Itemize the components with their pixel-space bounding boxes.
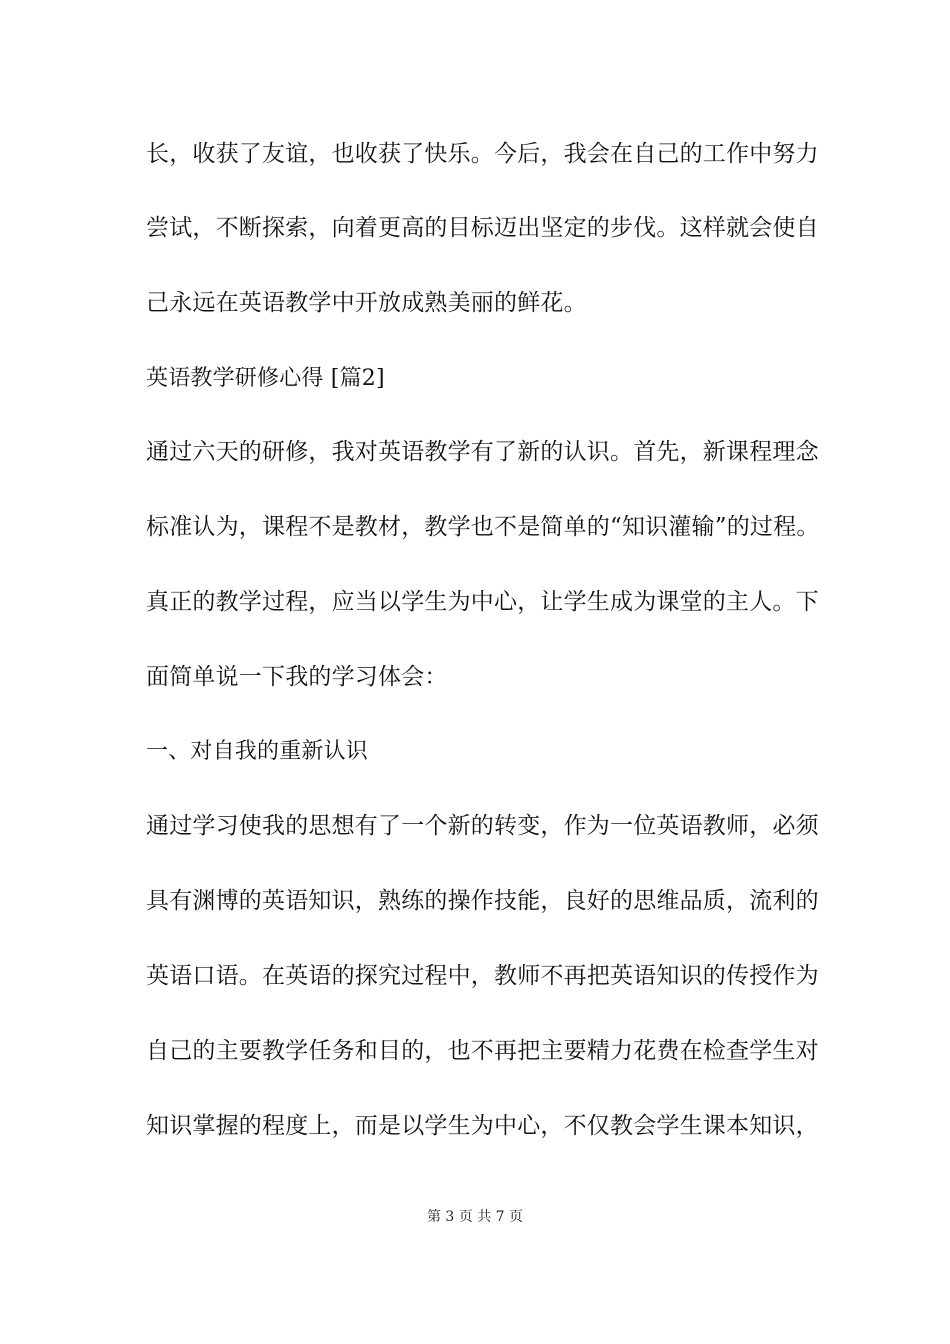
paragraph-line: 通过学习使我的思想有了一个新的转变，作为一位英语教师，必须: [146, 813, 819, 839]
paragraph-line: 面简单说一下我的学习体会：: [146, 664, 448, 690]
paragraph-line: 己永远在英语教学中开放成熟美丽的鲜花。: [146, 290, 587, 316]
section-heading: 英语教学研修心得 [篇2]: [146, 366, 385, 391]
paragraph-line: 具有渊博的英语知识，熟练的操作技能，良好的思维品质，流利的: [146, 888, 819, 914]
paragraph-line: 尝试，不断探索，向着更高的目标迈出坚定的步伐。这样就会使自: [146, 215, 819, 241]
paragraph-line: 标准认为，课程不是教材，教学也不是简单的“知识灌输”的过程。: [146, 514, 820, 540]
paragraph-line: 英语口语。在英语的探究过程中，教师不再把英语知识的传授作为: [146, 963, 819, 989]
paragraph-line: 真正的教学过程，应当以学生为中心，让学生成为课堂的主人。下: [146, 589, 819, 615]
paragraph-line: 长，收获了友谊，也收获了快乐。今后，我会在自己的工作中努力: [146, 141, 819, 167]
paragraph-line: 自己的主要教学任务和目的，也不再把主要精力花费在检查学生对: [146, 1038, 819, 1064]
page-number-footer: [0, 1207, 950, 1227]
page-number-label: 第 3 页 共 7 页: [426, 1209, 524, 1225]
subsection-heading: 一、对自我的重新认识: [146, 739, 369, 764]
paragraph-line: 通过六天的研修，我对英语教学有了新的认识。首先，新课程理念: [146, 439, 819, 465]
paragraph-line: 知识掌握的程度上，而是以学生为中心，不仅教会学生课本知识，: [146, 1113, 819, 1139]
